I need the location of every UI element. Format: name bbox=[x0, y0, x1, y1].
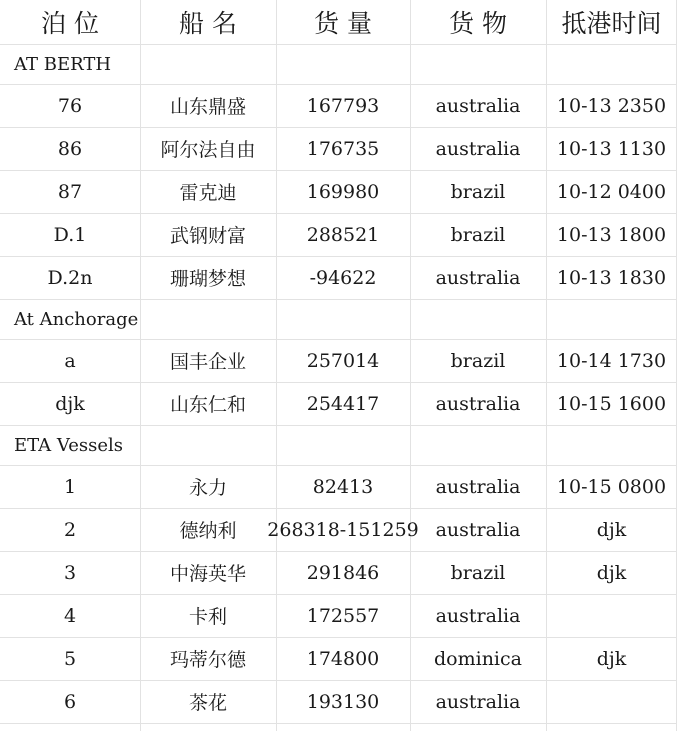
vessel-name-cell: 山东仁和 bbox=[169, 394, 246, 416]
table-row bbox=[0, 382, 677, 425]
vessel-name-cell: 山东鼎盛 bbox=[169, 96, 246, 118]
cargo-cell: brazil bbox=[450, 349, 506, 372]
arrival-time-cell: djk bbox=[596, 518, 627, 541]
table-row bbox=[0, 127, 677, 170]
table-row bbox=[0, 256, 677, 299]
cargo-cell: australia bbox=[435, 392, 521, 415]
quantity-cell: 172557 bbox=[306, 604, 380, 627]
vessel-name-cell: 雷克迪 bbox=[179, 182, 237, 204]
vessel-name-cell: 珊瑚梦想 bbox=[169, 268, 246, 290]
table-row bbox=[0, 508, 677, 551]
arrival-time-cell: djk bbox=[596, 647, 627, 670]
vessel-name-cell: 中海英华 bbox=[169, 563, 246, 585]
quantity-cell: 257014 bbox=[306, 349, 380, 372]
header-berth: 泊 位 bbox=[41, 9, 99, 38]
cargo-cell: australia bbox=[435, 266, 521, 289]
quantity-cell: 254417 bbox=[306, 392, 380, 415]
vessel-name-cell: 玛蒂尔德 bbox=[169, 649, 246, 671]
berth-cell: D.1 bbox=[53, 223, 87, 246]
header-cargo: 货 物 bbox=[449, 9, 507, 38]
cargo-cell: brazil bbox=[450, 561, 506, 584]
vessel-name-cell: 茶花 bbox=[188, 692, 227, 714]
quantity-cell: 291846 bbox=[306, 561, 380, 584]
header-quantity: 货 量 bbox=[314, 9, 372, 38]
arrival-time-cell: 10-13 1800 bbox=[556, 223, 667, 246]
quantity-cell: 176735 bbox=[306, 137, 380, 160]
row-divider bbox=[0, 425, 677, 426]
row-divider bbox=[0, 723, 677, 724]
berth-cell: 4 bbox=[63, 604, 77, 627]
quantity-cell: 167793 bbox=[306, 94, 380, 117]
arrival-time-cell: 10-14 1730 bbox=[556, 349, 667, 372]
row-divider bbox=[0, 299, 677, 300]
quantity-cell: 268318-151259 bbox=[267, 518, 419, 541]
cargo-cell: australia bbox=[435, 94, 521, 117]
arrival-time-cell: 10-13 1130 bbox=[556, 137, 667, 160]
table-row bbox=[0, 339, 677, 382]
vessel-name-cell: 德纳利 bbox=[179, 520, 237, 542]
table-row bbox=[0, 637, 677, 680]
cargo-cell: australia bbox=[435, 475, 521, 498]
section-title: At Anchorage bbox=[14, 309, 139, 330]
arrival-time-cell: 10-13 1830 bbox=[556, 266, 667, 289]
table-row bbox=[0, 551, 677, 594]
arrival-time-cell: 10-15 1600 bbox=[556, 392, 667, 415]
arrival-time-cell: 10-13 2350 bbox=[556, 94, 667, 117]
arrival-time-cell bbox=[546, 680, 677, 723]
vessel-name-cell: 国丰企业 bbox=[169, 351, 246, 373]
arrival-time-cell: 10-15 0800 bbox=[556, 475, 667, 498]
row-divider bbox=[0, 44, 677, 45]
cargo-cell: brazil bbox=[450, 180, 506, 203]
table-row bbox=[0, 170, 677, 213]
section-title: ETA Vessels bbox=[14, 435, 124, 456]
berth-cell: 86 bbox=[57, 137, 83, 160]
table-row bbox=[0, 213, 677, 256]
vessel-name-cell: 阿尔法自由 bbox=[160, 139, 256, 161]
berth-cell: a bbox=[64, 349, 76, 372]
berth-cell: djk bbox=[55, 392, 85, 415]
berth-cell: 76 bbox=[57, 94, 83, 117]
berth-cell: 6 bbox=[63, 690, 77, 713]
cargo-cell: dominica bbox=[434, 647, 522, 670]
header-arrival-time: 抵港时间 bbox=[561, 9, 662, 38]
berth-cell: 2 bbox=[63, 518, 77, 541]
arrival-time-cell bbox=[546, 594, 677, 637]
arrival-time-cell: 10-12 0400 bbox=[556, 180, 667, 203]
table-row bbox=[0, 594, 677, 637]
berth-cell: 3 bbox=[63, 561, 77, 584]
cargo-cell: australia bbox=[435, 604, 521, 627]
quantity-cell: 169980 bbox=[306, 180, 380, 203]
vessel-name-cell: 永力 bbox=[188, 477, 227, 499]
berth-cell: 1 bbox=[63, 475, 77, 498]
cargo-cell: australia bbox=[435, 690, 521, 713]
cargo-cell: australia bbox=[435, 137, 521, 160]
cargo-cell: brazil bbox=[450, 223, 506, 246]
arrival-time-cell: djk bbox=[596, 561, 627, 584]
quantity-cell: 193130 bbox=[306, 690, 380, 713]
quantity-cell: -94622 bbox=[309, 266, 377, 289]
berth-cell: 5 bbox=[63, 647, 77, 670]
table-row bbox=[0, 465, 677, 508]
vessel-name-cell: 卡利 bbox=[188, 606, 227, 628]
quantity-cell: 288521 bbox=[306, 223, 380, 246]
quantity-cell: 174800 bbox=[306, 647, 380, 670]
quantity-cell: 82413 bbox=[312, 475, 374, 498]
berth-cell: D.2n bbox=[47, 266, 93, 289]
header-vessel-name: 船 名 bbox=[179, 9, 237, 38]
cargo-cell: australia bbox=[435, 518, 521, 541]
table-row bbox=[0, 680, 677, 723]
section-title: AT BERTH bbox=[14, 54, 112, 75]
berth-cell: 87 bbox=[57, 180, 83, 203]
vessel-name-cell: 武钢财富 bbox=[169, 225, 246, 247]
table-row bbox=[0, 84, 677, 127]
